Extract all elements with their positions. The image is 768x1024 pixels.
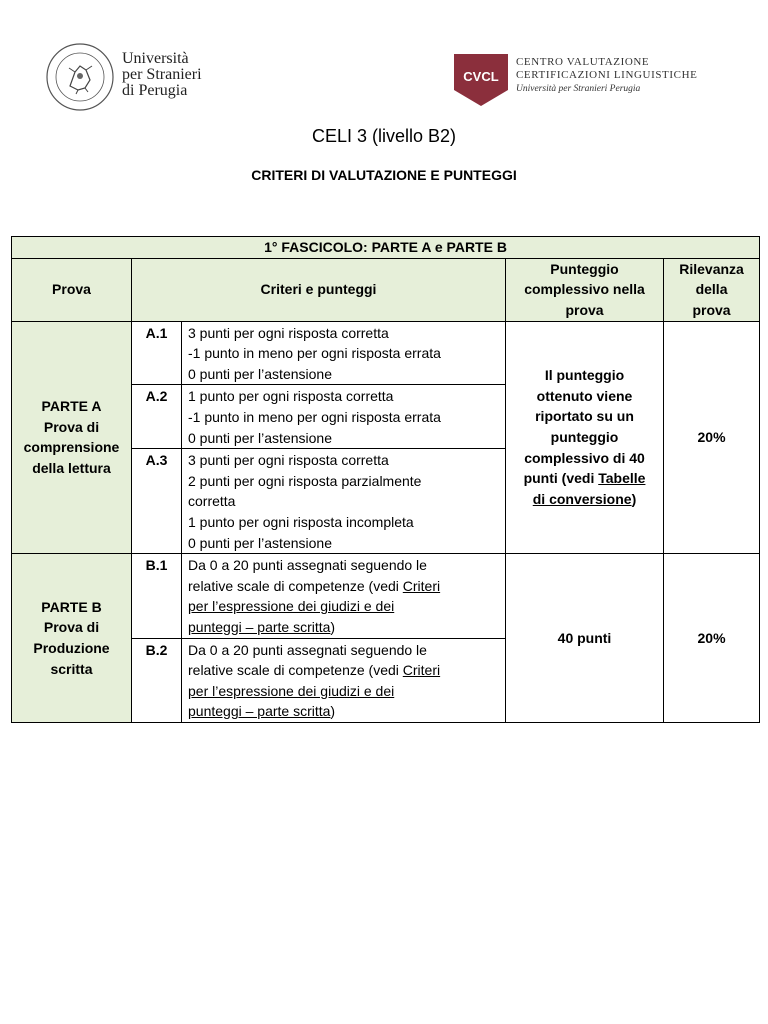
criteria-line: Da 0 a 20 punti assegnati seguendo le	[188, 641, 427, 658]
parte-a-label	[12, 321, 132, 554]
parte-a-label-line: della lettura	[32, 459, 111, 476]
university-seal-logo	[45, 42, 115, 112]
punteggio-line	[512, 489, 657, 510]
parte-b-label-line: scritta	[50, 660, 93, 677]
punteggio-text: )	[631, 490, 637, 507]
header-rilevanza-line: Rilevanza	[679, 260, 744, 277]
criteri-link[interactable]: punteggi – parte scritta	[188, 618, 331, 635]
cvcl-badge-text: CVCL	[463, 69, 499, 84]
header-punteggio-line: prova	[565, 301, 604, 318]
university-name-line: per Stranieri	[122, 66, 202, 83]
parte-a-label-line: Prova di	[43, 418, 100, 435]
criteria-line: 3 punti per ogni risposta corretta	[188, 452, 389, 469]
university-name-line: di Perugia	[122, 82, 188, 99]
table-row	[12, 321, 760, 385]
parte-b-label-line: Produzione	[33, 640, 110, 656]
criteria-line	[188, 576, 499, 597]
criteri-link[interactable]: per l’espressione dei giudizi e dei	[188, 682, 395, 699]
criteria-line: 1 punto per ogni risposta corretta	[188, 388, 394, 405]
conversione-link[interactable]: di conversione	[532, 490, 632, 507]
criteria-line: 0 punti per l’astensione	[188, 534, 332, 551]
document-title: CELI 3 (livello B2)	[311, 126, 457, 146]
criteria-text: relative scale di competenze (vedi	[188, 662, 403, 679]
criteria-line	[188, 701, 499, 722]
criteria-cell	[182, 321, 506, 385]
criteria-cell	[182, 554, 506, 638]
punteggio-line: punteggio	[550, 429, 619, 446]
parte-a-punteggio	[506, 321, 664, 554]
header-punteggio	[506, 258, 664, 321]
section-title: 1° FASCICOLO: PARTE A e PARTE B	[12, 237, 760, 259]
cvcl-text	[516, 56, 697, 96]
criteria-line: 0 punti per l’astensione	[188, 365, 332, 382]
cvcl-line1: CENTRO VALUTAZIONE	[516, 56, 650, 68]
cvcl-line2: CERTIFICAZIONI LINGUISTICHE	[516, 69, 698, 81]
criteria-line	[188, 617, 499, 638]
criteria-line	[188, 660, 499, 681]
criteri-link[interactable]: punteggi – parte scritta	[188, 703, 331, 720]
criteria-line: 1 punto per ogni risposta incompleta	[188, 513, 414, 530]
header-rilevanza	[664, 258, 760, 321]
item-code: A.1	[132, 321, 182, 385]
parte-b-punteggio: 40 punti	[506, 554, 664, 723]
criteria-line: -1 punto in meno per ogni risposta errata	[188, 408, 441, 425]
cvcl-logo	[452, 54, 510, 106]
document-subtitle: CRITERI DI VALUTAZIONE E PUNTEGGI	[251, 167, 517, 183]
criteria-table	[11, 236, 760, 723]
criteri-link[interactable]: Criteri	[402, 577, 441, 594]
university-name-line: Università	[122, 50, 189, 67]
parte-a-label-line: PARTE A	[41, 398, 102, 415]
criteria-line: corretta	[188, 493, 236, 510]
item-code: A.2	[132, 385, 182, 449]
parte-b-label-line: Prova di	[43, 619, 100, 636]
criteria-cell	[182, 638, 506, 722]
criteria-cell	[182, 385, 506, 449]
parte-a-rilevanza: 20%	[664, 321, 760, 554]
parte-b-label-line: PARTE B	[41, 598, 102, 615]
header-punteggio-line: complessivo nella	[524, 281, 645, 298]
header-prova: Prova	[12, 258, 132, 321]
parte-b-label	[12, 554, 132, 723]
criteri-link[interactable]: Criteri	[402, 662, 441, 679]
punteggio-line: ottenuto viene	[536, 387, 633, 404]
university-name	[122, 51, 202, 99]
criteria-cell	[182, 449, 506, 554]
punteggio-line: complessivo di 40	[524, 449, 645, 466]
item-code: A.3	[132, 449, 182, 554]
criteri-link[interactable]: per l’espressione dei giudizi e dei	[188, 598, 395, 615]
item-code: B.2	[132, 638, 182, 722]
header-rilevanza-line: della	[695, 281, 728, 298]
item-code: B.1	[132, 554, 182, 638]
cvcl-line3: Università per Stranieri Perugia	[516, 84, 641, 94]
parte-b-rilevanza: 20%	[664, 554, 760, 723]
criteria-line: Da 0 a 20 punti assegnati seguendo le	[188, 557, 427, 574]
criteria-text: relative scale di competenze (vedi	[188, 577, 403, 594]
header-punteggio-line: Punteggio	[550, 260, 619, 277]
header-rilevanza-line: prova	[692, 301, 731, 318]
criteria-text: )	[330, 703, 336, 720]
criteria-text: )	[330, 618, 336, 635]
punteggio-line	[512, 468, 657, 489]
criteria-line: 2 punti per ogni risposta parzialmente	[188, 472, 422, 489]
punteggio-line: riportato su un	[535, 408, 634, 425]
punteggio-line: Il punteggio	[544, 367, 625, 384]
criteria-line: 3 punti per ogni risposta corretta	[188, 324, 389, 341]
tabelle-link[interactable]: Tabelle	[598, 470, 646, 487]
table-row	[12, 554, 760, 638]
punteggio-text: punti (vedi	[523, 470, 599, 487]
criteria-line: -1 punto in meno per ogni risposta errata	[188, 345, 441, 362]
parte-a-label-line: comprensione	[23, 439, 120, 456]
criteria-line: 0 punti per l’astensione	[188, 429, 332, 446]
header-criteri: Criteri e punteggi	[132, 258, 506, 321]
